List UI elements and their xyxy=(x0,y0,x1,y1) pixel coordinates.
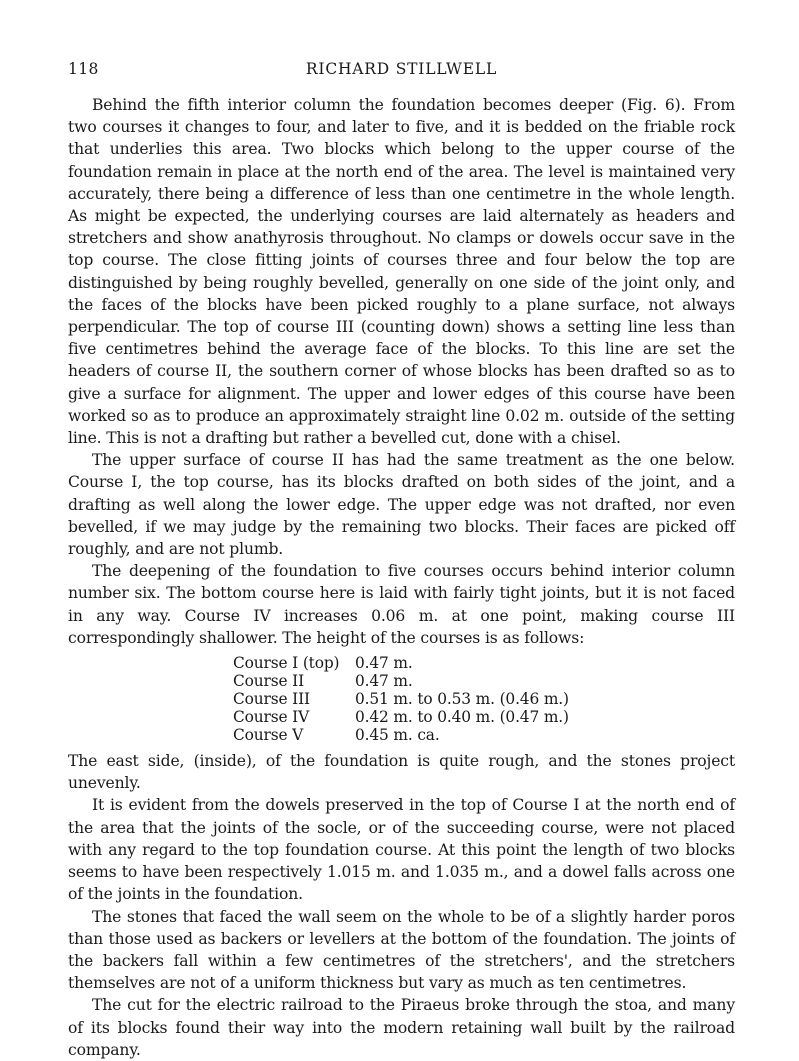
course-name: Course V xyxy=(233,726,304,745)
body-text xyxy=(68,94,735,1061)
paragraph: The upper surface of course II has had the same treatment as the one below. Course I, the top course, has its blocks drafted on both sides of the joint, and a drafting as well along the lower edge. The upper edge was not drafted, nor even bevelled, if we may judge by the remaining two blocks. Their faces are picked off roughly, and are not plumb. xyxy=(68,451,735,559)
table-row xyxy=(233,690,569,708)
paragraph: The stones that faced the wall seem on the whole to be of a slightly harder poros than those used as backers or levellers at the bottom of the foundation. The joints of the backers fall within a few centimetres of the stretchers', and the stretchers themselves are not of a uniform thickness but vary as much as ten centimetres. xyxy=(68,907,735,993)
paragraph: Behind the fifth interior column the foundation becomes deeper (Fig. 6). From two courses it changes to four, and later to five, and it is bedded on the friable rock that underlies this area. Two blocks which belong to the upper course of the foundation remain in place at the north end of the area. The level is maintained very accurately, there being a difference of less than one centimetre in the whole length. As might be expected, the underlying courses are laid alternately as headers and stretchers and show anathyrosis throughout. No clamps or dowels occur save in the top course. The close fitting joints of courses three and four below the top are distinguished by being roughly bevelled, generally on one side of the joint only, and the faces of the blocks have been picked roughly to a plane surface, not always perpendicular. The top of course III (counting down) shows a setting line less than five centimetres behind the average face of the blocks. To this line are set the headers of course II, the southern corner of whose blocks has been drafted so as to give a surface for alignment. The upper and lower edges of this course have been worked so as to produce an approximately straight line 0.02 m. outside of the setting line. This is not a drafting but rather a bevelled cut, done with a chisel. xyxy=(68,96,735,448)
paragraph: The deepening of the foundation to five courses occurs behind interior column number six. The bottom course here is laid with fairly tight joints, but it is not faced in any way. Course IV increases 0.06 m. at one point, making course III correspondingly shallower. The height of the courses is as follows: xyxy=(68,562,735,647)
course-name: Course II xyxy=(233,672,305,691)
table-row xyxy=(233,708,569,726)
running-title: RICHARD STILLWELL xyxy=(305,60,498,78)
course-height: 0.42 m. to 0.40 m. (0.47 m.) xyxy=(355,708,569,727)
table-row xyxy=(233,654,569,672)
page-number: 118 xyxy=(68,60,99,78)
course-height: 0.51 m. to 0.53 m. (0.46 m.) xyxy=(355,690,569,709)
paragraph: It is evident from the dowels preserved in the top of Course I at the north end of the area that the joints of the socle, or of the succeeding course, were not placed with any regard to the top foundation course. At this point the length of two blocks seems to have been respectively 1.015 m. and 1.035 m., and a dowel falls across one of the joints in the foundation. xyxy=(68,796,735,904)
page-header xyxy=(68,56,735,82)
course-name: Course III xyxy=(233,690,310,709)
course-height: 0.47 m. xyxy=(355,654,413,673)
course-name: Course IV xyxy=(233,708,310,727)
table-row xyxy=(233,672,569,690)
course-name: Course I (top) xyxy=(233,654,340,673)
paragraph: The east side, (inside), of the foundation is quite rough, and the stones project unevenly. xyxy=(68,752,735,793)
course-height: 0.47 m. xyxy=(355,672,413,691)
paragraph: The cut for the electric railroad to the Piraeus broke through the stoa, and many of its blocks found their way into the modern retaining wall built by the railroad company. xyxy=(68,996,735,1059)
course-heights-table xyxy=(233,654,569,744)
table-row xyxy=(233,726,569,744)
course-height: 0.45 m. ca. xyxy=(355,726,440,745)
page xyxy=(68,56,735,1061)
